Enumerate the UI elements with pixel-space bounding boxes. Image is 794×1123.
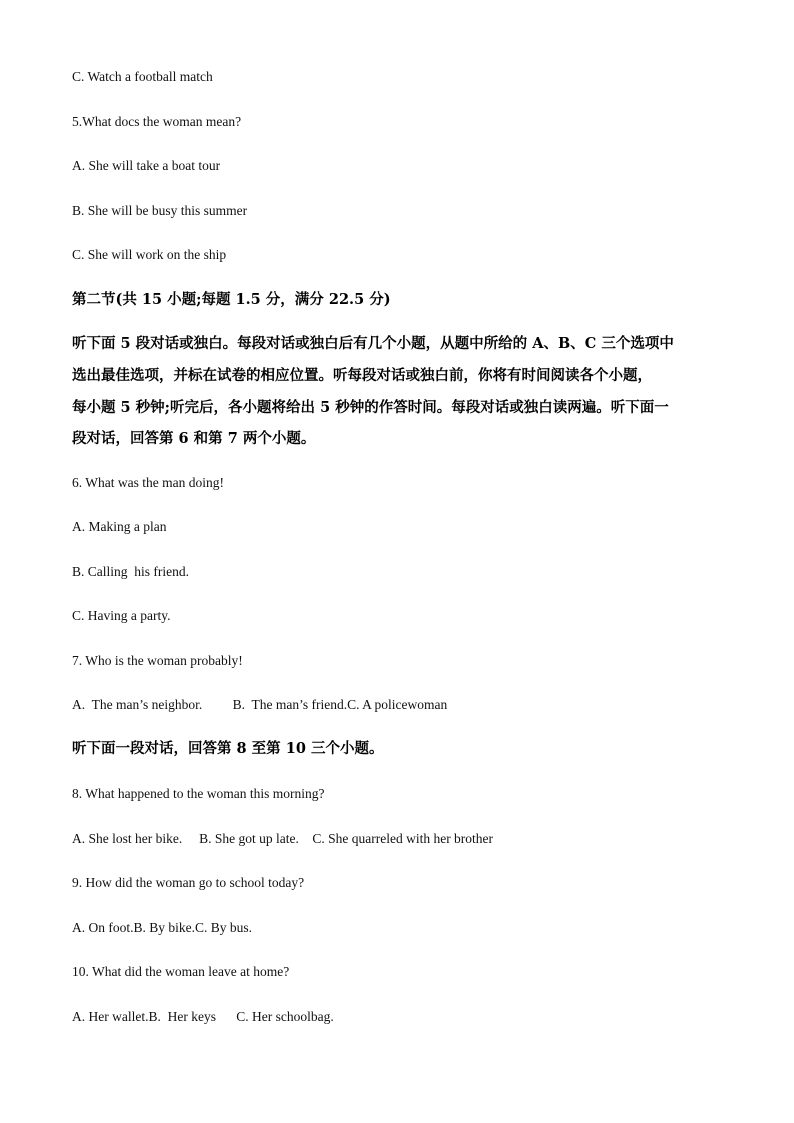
q7-question: 7. Who is the woman probably! <box>72 653 243 668</box>
q9-question: 9. How did the woman go to school today? <box>72 875 305 890</box>
section2-instruction-line: 选出最佳选项，并标在试卷的相应位置。听每段对话或独白前，你将有时间阅读各个小题， <box>72 367 652 384</box>
q10-question: 10. What did the woman leave at home? <box>72 964 290 979</box>
q6-option-c: C. Having a party. <box>72 608 171 623</box>
section2-instruction-line: 段对话，回答第 6 和第 7 两个小题。 <box>72 430 316 447</box>
q6-question: 6. What was the man doing! <box>72 475 224 490</box>
q10-options: A. Her wallet.B. Her keys C. Her schoolbag. <box>72 1009 334 1024</box>
q4-option-c: C. Watch a football match <box>72 69 213 84</box>
q7-options: A. The man’s neighbor. B. The man’s friend.C. A policewoman <box>72 697 448 712</box>
q6-option-b: B. Calling his friend. <box>72 564 189 579</box>
q5-option-c: C. She will work on the ship <box>72 247 227 262</box>
section2-heading: 第二节(共 15 小题;每题 1.5 分，满分 22.5 分) <box>72 291 391 308</box>
section2-instruction-line: 每小题 5 秒钟;听完后，各小题将给出 5 秒钟的作答时间。每段对话或独白读两遍。听下面一 <box>72 399 669 416</box>
dialogue-heading: 听下面一段对话，回答第 8 至第 10 三个小题。 <box>72 740 384 757</box>
q8-options: A. She lost her bike. B. She got up late. C. She quarreled with her brother <box>72 831 494 846</box>
q8-question: 8. What happened to the woman this morning? <box>72 786 325 801</box>
q5-option-a: A. She will take a boat tour <box>72 158 221 173</box>
section2-instruction-line: 听下面 5 段对话或独白。每段对话或独白后有几个小题，从题中所给的 A、B、C 三个选项中 <box>72 335 674 352</box>
q6-option-a: A. Making a plan <box>72 519 167 534</box>
q5-question: 5.What docs the woman mean? <box>72 114 242 129</box>
q5-option-b: B. She will be busy this summer <box>72 203 248 218</box>
q9-options: A. On foot.B. By bike.C. By bus. <box>72 920 253 935</box>
